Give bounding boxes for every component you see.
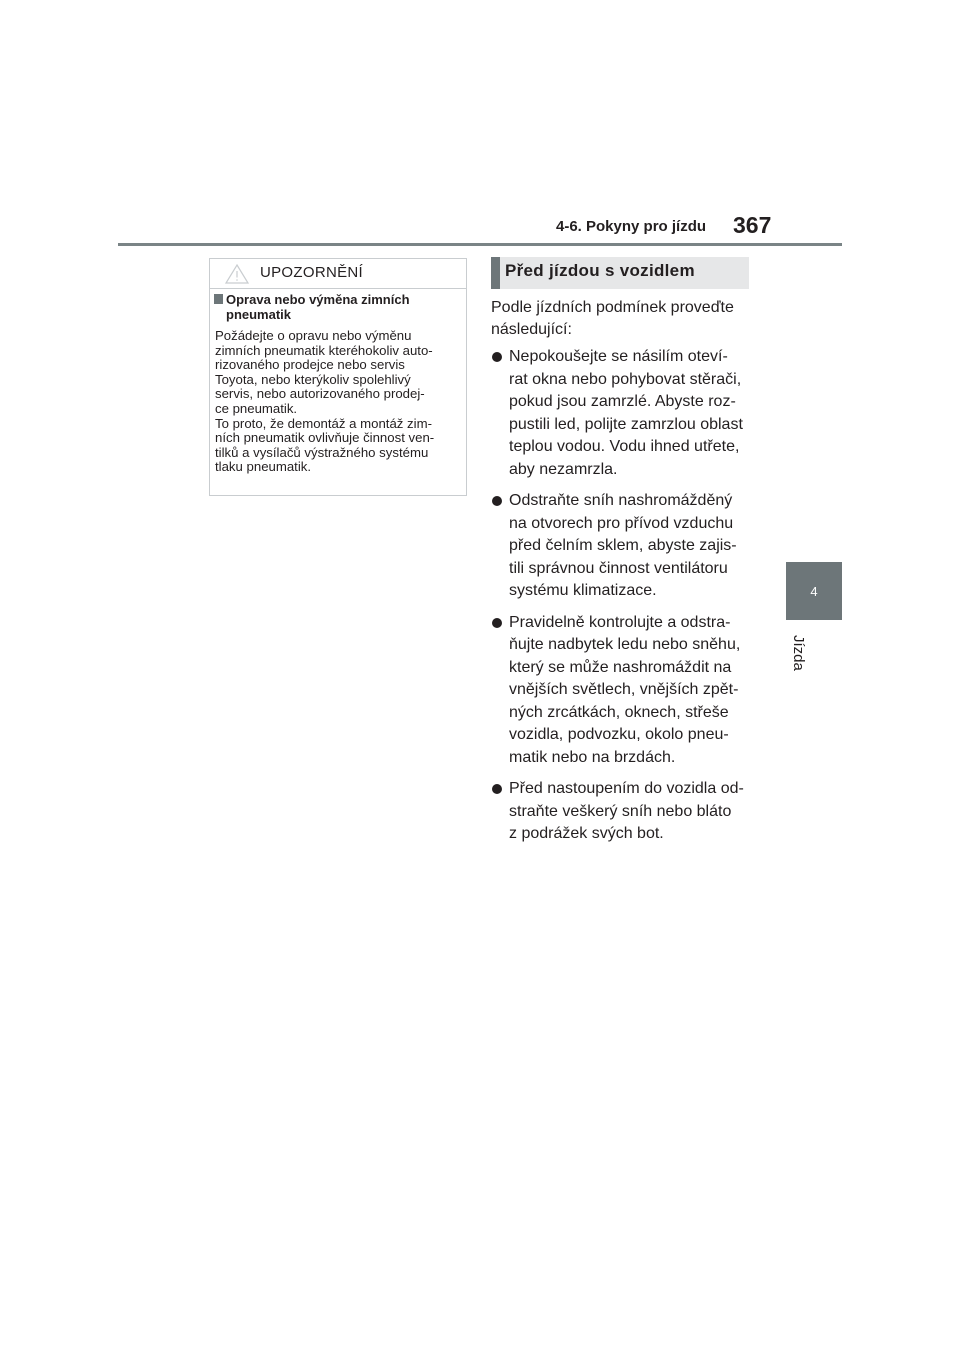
caution-body-line: ce pneumatik. [215,400,298,416]
bullet-dot-icon [492,784,502,794]
section-intro [491,297,751,341]
caution-body [215,329,463,475]
bullet-line: z podrážek svých bot. [509,825,664,842]
caution-body-line: Toyota, nebo kterýkoliv spolehlivý [215,371,411,387]
bullet-line: ných zrcátkách, oknech, střeše [509,703,729,721]
bullet-line: na otvorech pro přívod vzduchu [509,514,734,532]
caution-title: UPOZORNĚNÍ [260,264,364,281]
section-label: 4-6. Pokyny pro jízdu [556,218,707,235]
chapter-label: Jízda [790,635,807,671]
caution-body-line: To proto, že demontáž a montáž zim- [215,415,432,431]
bullet-line: vnějších světlech, vnějších zpět- [509,681,739,698]
caution-subheading-line: pneumatik [226,307,292,322]
caution-subheading [214,292,459,322]
bullet-dot-icon [492,496,502,506]
caution-body-line: tilků a vysílačů výstražného systému [215,444,429,460]
bullet-line: pustili led, polijte zamrzlou oblast [509,415,743,433]
caution-header [210,259,466,289]
bullet-line: Nepokoušejte se násilím oteví- [509,348,728,365]
list-item [491,490,753,603]
bullet-line: matik nebo na brzdách. [509,748,676,766]
bullet-line: pokud jsou zamrzlé. Abyste roz- [509,393,736,410]
bullet-line: rat okna nebo pohybovat stěrači, [509,370,742,388]
bullet-line: před čelním sklem, abyste zajis- [509,537,737,554]
bullet-line: Pravidelně kontrolujte a odstra- [509,613,731,631]
list-item [491,778,753,846]
list-item [491,346,753,481]
section-heading [491,257,749,289]
bullet-line: vozidla, podvozku, okolo pneu- [509,726,729,743]
section-heading-bar [491,257,500,289]
caution-body-line: tlaku pneumatik. [215,459,312,475]
bullet-line: straňte veškerý sníh nebo bláto [509,802,732,820]
section-title: Před jízdou s vozidlem [505,261,695,280]
caution-box [209,258,467,496]
caution-body-line: zimních pneumatik kteréhokoliv auto- [215,342,433,358]
bullet-line: aby nezamrzla. [509,460,618,478]
bullet-line: teplou vodou. Vodu ihned utřete, [509,438,740,455]
bullet-line: ňujte nadbytek ledu nebo sněhu, [509,636,741,653]
bullet-line: Odstraňte sníh nashromážděný [509,492,733,509]
square-bullet-icon [214,294,223,304]
intro-line: následující: [491,321,572,338]
bullet-line: systému klimatizace. [509,582,657,599]
list-item [491,612,753,770]
caution-body-line: Požádejte o opravu nebo výměnu [215,328,412,343]
bullet-line: Před nastoupením do vozidla od- [509,780,744,797]
caution-body-line: rizovaného prodejce nebo servis [215,357,405,373]
caution-body-line: ních pneumatik ovlivňuje činnost ven- [215,430,435,446]
chapter-number: 4 [810,583,818,599]
page-number: 367 [733,212,772,238]
caution-body-line: servis, nebo autorizovaného prodej- [215,386,425,402]
caution-subheading-line: Oprava nebo výměna zimních [226,292,410,307]
bullet-line: tili správnou činnost ventilátoru [509,559,728,577]
warning-triangle-icon [224,263,250,285]
header-divider [118,243,842,246]
bullet-line: který se může nashromáždit na [509,658,732,676]
chapter-tab [786,562,842,620]
bullet-dot-icon [492,352,502,362]
bullet-dot-icon [492,618,502,628]
bullet-list [491,346,753,855]
intro-line: Podle jízdních podmínek proveďte [491,299,734,316]
